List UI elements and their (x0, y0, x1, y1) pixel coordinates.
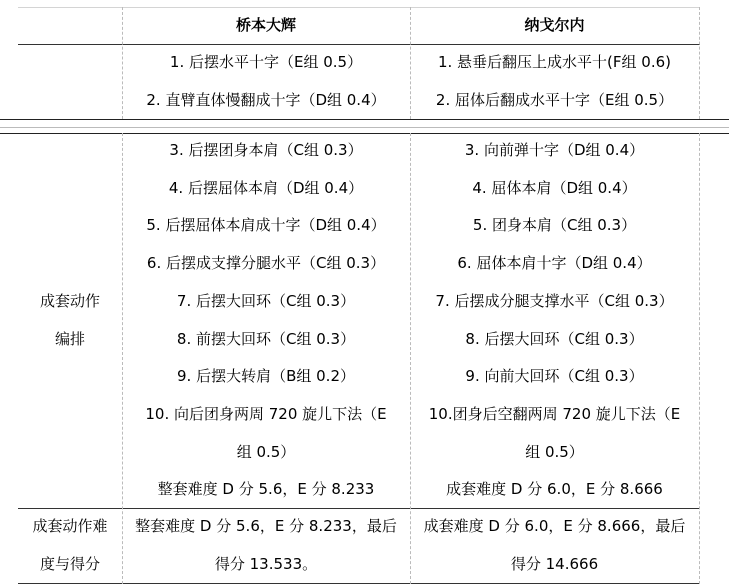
header-cell-empty (18, 7, 122, 44)
section2-hashimoto-cell (122, 133, 410, 508)
skill-item: 2. 屈体后翻成水平十字（E组 0.5） (435, 90, 674, 109)
skill-item: 2. 直臂直体慢翻成十字（D组 0.4） (146, 90, 386, 109)
skill-item: 5. 团身本肩（C组 0.3） (472, 216, 637, 235)
header-cell-nagornyy (410, 7, 699, 44)
section2-label-line2: 编排 (54, 329, 85, 348)
skill-item: 1. 后摆水平十字（E组 0.5） (169, 52, 363, 71)
section1-label-cell (18, 44, 122, 119)
skill-item: 4. 后摆屈体本肩（D组 0.4） (168, 178, 364, 197)
skill-item: 5. 后摆屈体本肩成十字（D组 0.4） (146, 216, 386, 235)
skill-item: 10. 向后团身两周 720 旋儿下法（E (145, 404, 387, 423)
section2-label-line1: 成套动作 (39, 291, 100, 310)
final-score-line2: 得分 13.533。 (214, 554, 318, 573)
section2-nagornyy-cell (410, 133, 699, 508)
section2-label-cell (18, 133, 122, 508)
skill-item: 6. 屈体本肩十字（D组 0.4） (457, 254, 652, 273)
skill-item: 组 0.5） (525, 442, 584, 461)
skill-item: 7. 后摆成分腿支撑水平（C组 0.3） (435, 291, 674, 310)
skill-item: 4. 屈体本肩（D组 0.4） (472, 178, 637, 197)
skill-item: 组 0.5） (236, 442, 296, 461)
skill-item: 1. 悬垂后翻压上成水平十(F组 0.6) (437, 52, 672, 71)
difficulty-summary: 整套难度 D 分 5.6，E 分 8.233 (157, 480, 375, 499)
section1-nagornyy-cell (410, 44, 699, 119)
final-score-line2: 得分 14.666 (510, 554, 599, 573)
difficulty-summary: 成套难度 D 分 6.0，E 分 8.666 (446, 480, 663, 499)
skill-item: 9. 向前大回环（C组 0.3） (465, 367, 644, 386)
skill-item: 6. 后摆成支撑分腿水平（C组 0.3） (146, 254, 386, 273)
skill-item: 8. 前摆大回环（C组 0.3） (176, 329, 356, 348)
section3-nagornyy-cell (410, 508, 699, 583)
skill-item: 10.团身后空翻两周 720 旋儿下法（E (428, 404, 681, 423)
header-nagornyy: 纳戈尔内 (524, 15, 585, 34)
section3-hashimoto-cell (122, 508, 410, 583)
right-border-a (699, 7, 700, 119)
skill-item: 8. 后摆大回环（C组 0.3） (465, 329, 644, 348)
header-hashimoto: 桥本大辉 (235, 15, 296, 34)
skill-item: 3. 向前弹十字（D组 0.4） (464, 141, 645, 160)
final-score-line1: 成套难度 D 分 6.0，E 分 8.666，最后 (423, 516, 686, 535)
section-break-2 (0, 127, 729, 128)
skill-item: 7. 后摆大回环（C组 0.3） (176, 291, 356, 310)
skill-item: 3. 后摆团身本肩（C组 0.3） (169, 141, 363, 160)
section3-label-cell (18, 508, 122, 583)
right-border-b (699, 133, 700, 584)
final-score-line1: 整套难度 D 分 5.6，E 分 8.233，最后 (135, 516, 397, 535)
header-cell-hashimoto (122, 7, 410, 44)
section3-label-line1: 成套动作难 (32, 516, 108, 535)
section1-hashimoto-cell (122, 44, 410, 119)
skill-item: 9. 后摆大转肩（B组 0.2） (177, 367, 355, 386)
section3-label-line2: 度与得分 (39, 554, 100, 573)
